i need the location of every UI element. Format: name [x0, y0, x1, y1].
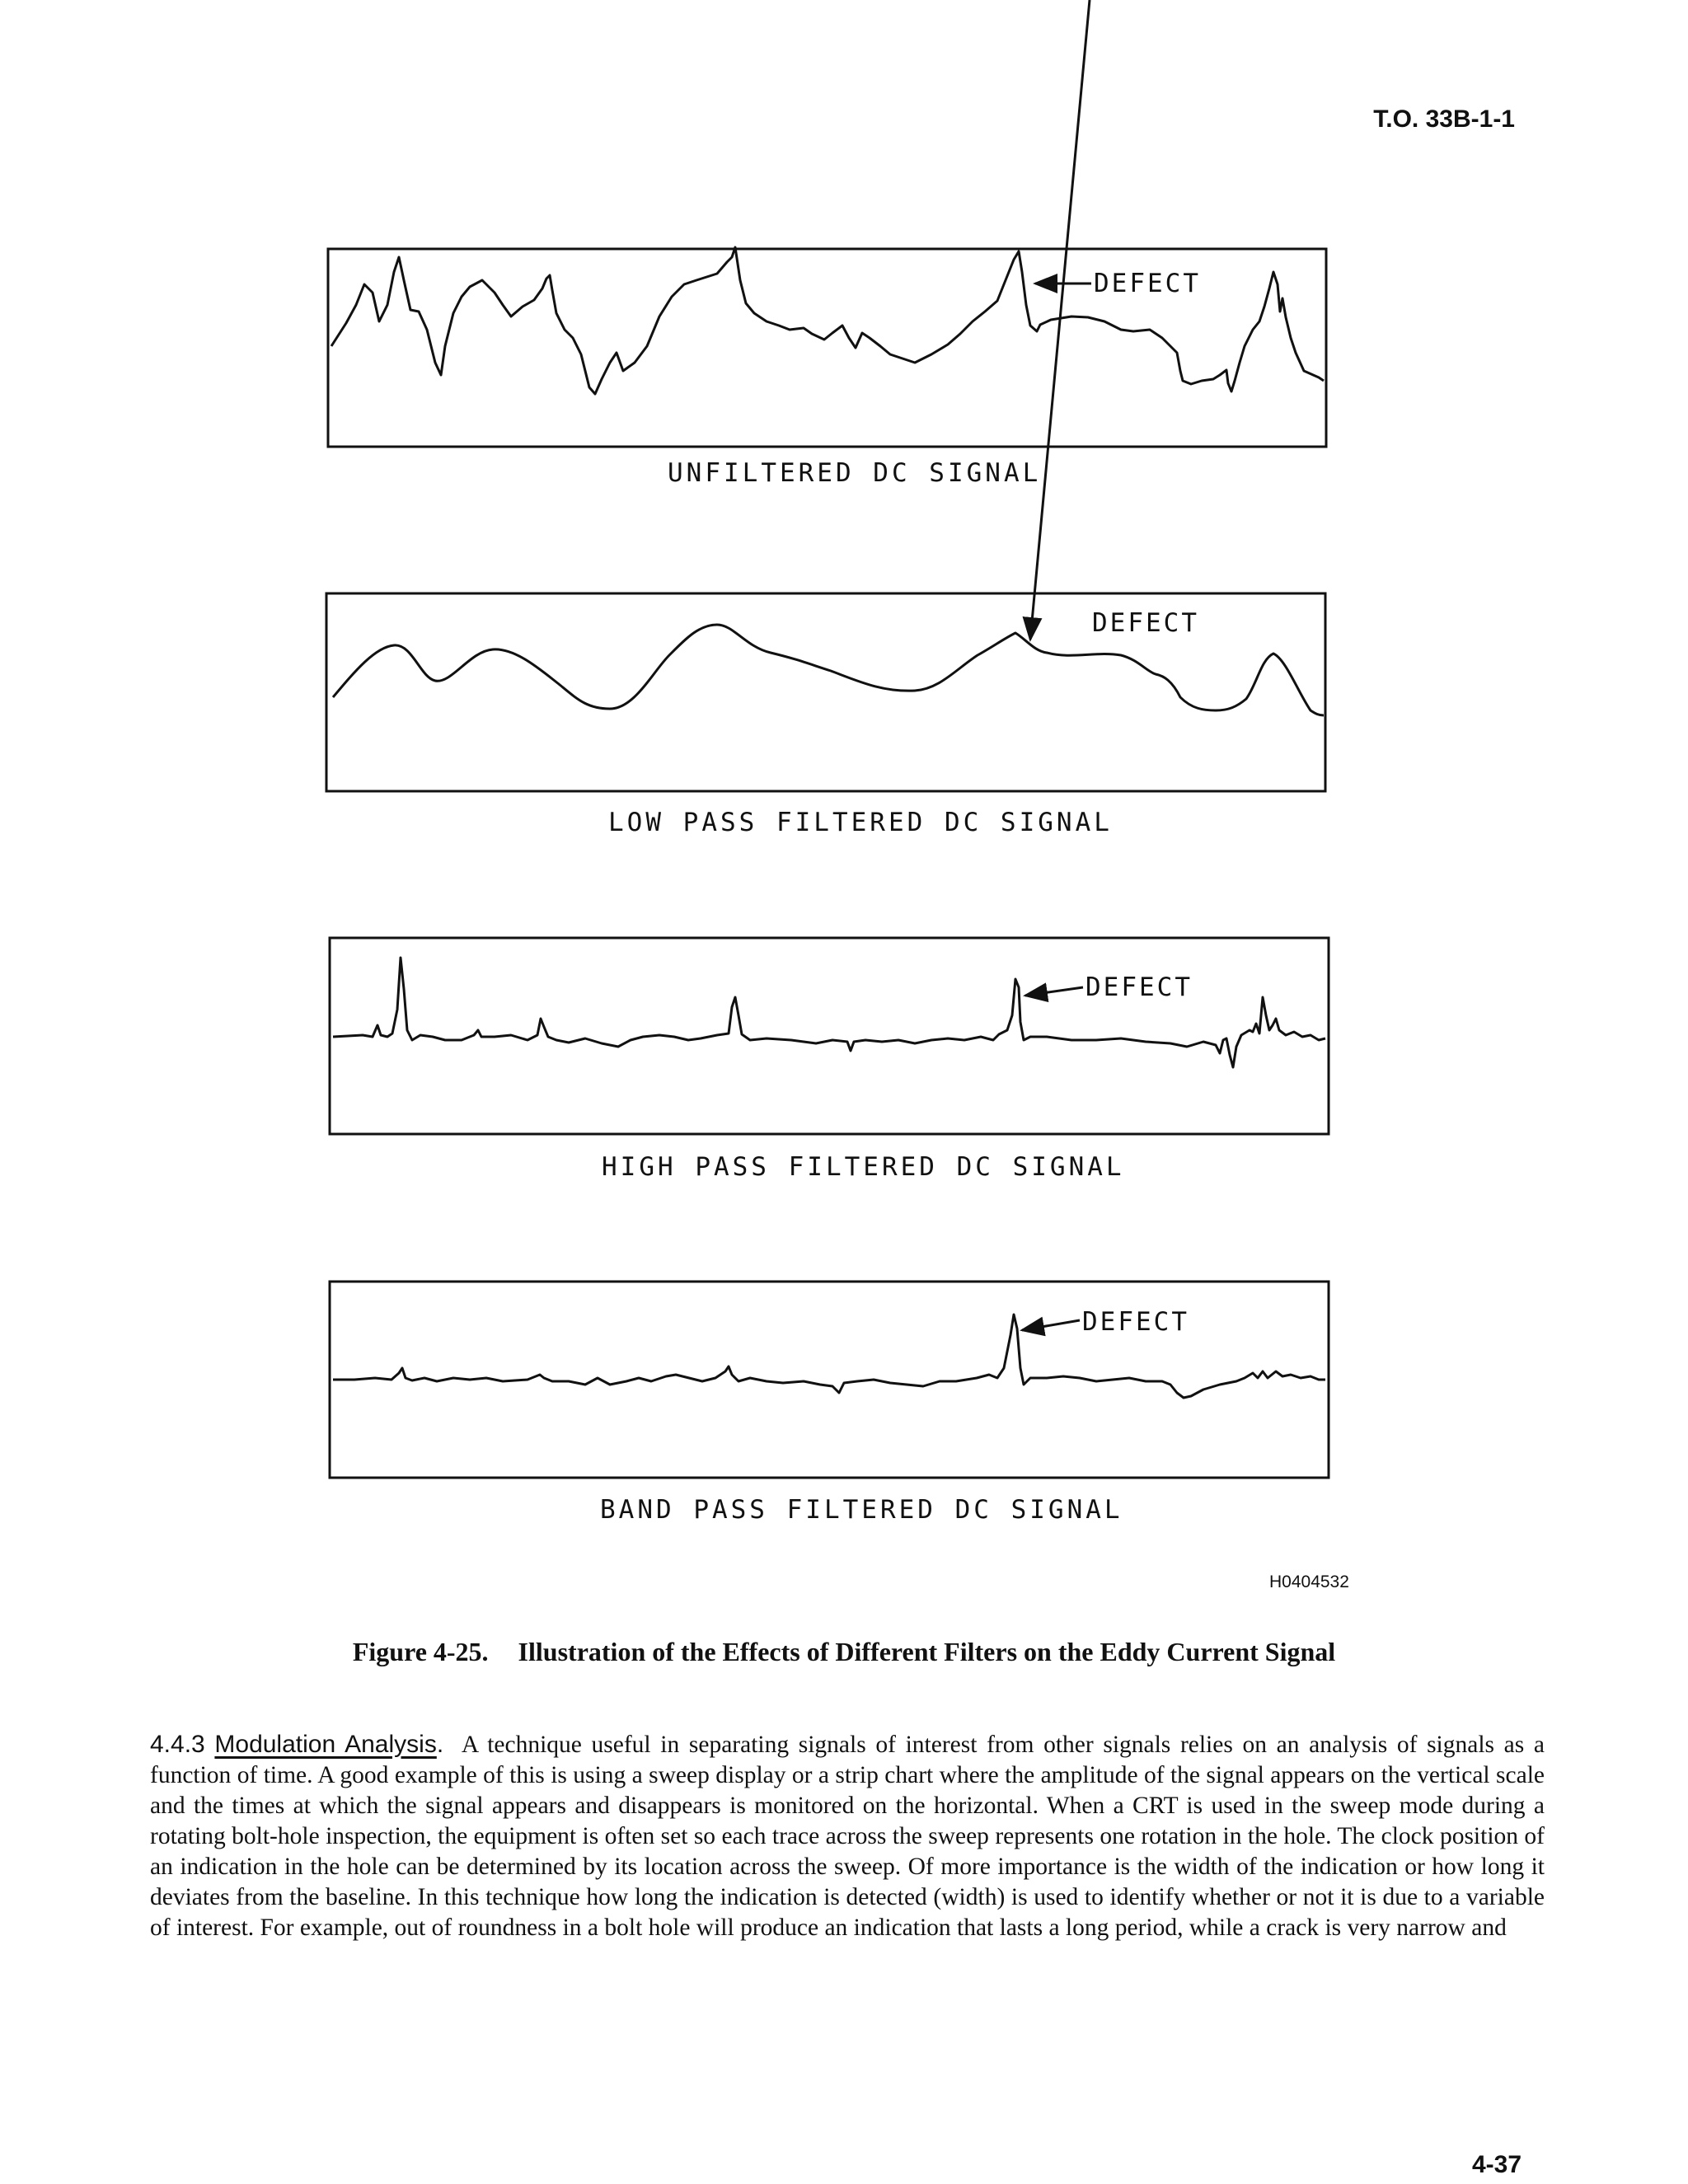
band-pass-defect-label: DEFECT — [1082, 1307, 1189, 1337]
document-id: T.O. 33B-1-1 — [1373, 105, 1515, 133]
high-pass-caption: HIGH PASS FILTERED DC SIGNAL — [602, 1152, 1125, 1182]
band-pass-caption: BAND PASS FILTERED DC SIGNAL — [600, 1495, 1123, 1525]
band-pass-defect-arrow — [1022, 1320, 1080, 1330]
high-pass-plot-frame — [330, 938, 1329, 1134]
high-pass-defect-arrow — [1025, 987, 1083, 996]
band-pass-signal-panel — [330, 1282, 1329, 1478]
figure-title-text: Illustration of the Effects of Different Filters on the Eddy Current Signal — [518, 1637, 1336, 1666]
high-pass-defect-label: DEFECT — [1085, 972, 1193, 1002]
high-pass-signal-panel — [330, 938, 1329, 1134]
unfiltered-defect-label: DEFECT — [1094, 269, 1201, 298]
low-pass-defect-label: DEFECT — [1092, 608, 1199, 638]
figure-number: Figure 4-25. — [352, 1637, 489, 1666]
low-pass-signal-trace — [333, 625, 1324, 715]
section-text: A technique useful in separating signals of interest from other signals relies on an analysis of signals as a function of time. A good example of this is using a sweep display or a strip chart where the amplitude of the signal appears on the vertical scale and the times at which the signal appears and disappears is monitored on the horizontal. When a CRT is used in the sweep mode during a rotating bolt-hole inspection, the equipment is often set so each trace across the sweep represents one rotation in the hole. The clock position of an indication in the hole can be determined by its location across the sweep. Of more importance is the width of the indication or how long it deviates from the baseline. In this technique how long the indication is detected (width) is used to identify whether or not it is due to a variable of interest. For example, out of roundness in a bolt hole will produce an indication that lasts a long period, while a crack is very narrow and — [150, 1732, 1545, 1941]
low-pass-caption: LOW PASS FILTERED DC SIGNAL — [608, 808, 1113, 837]
unfiltered-caption: UNFILTERED DC SIGNAL — [668, 458, 1042, 488]
page-number: 4-37 — [1471, 2151, 1522, 2178]
section-paragraph: 4.4.3 Modulation Analysis. A technique useful in separating signals of interest from other signals relies on an analysis of signals as a function of time. A good example of this is using a sweep display or a strip chart where the amplitude of the signal appears on the vertical scale and the times at which the signal appears and disappears is monitored on the horizontal. When a CRT is used in the sweep mode during a rotating bolt-hole inspection, the equipment is often set so each trace across the sweep represents one rotation in the hole. The clock position of an indication in the hole can be determined by its location across the sweep. Of more importance is the width of the indication or how long it deviates from the baseline. In this technique how long the indication is detected (width) is used to identify whether or not it is due to a variable of interest. For example, out of roundness in a bolt hole will produce an indication that lasts a long period, while a crack is very narrow and — [150, 1731, 1545, 1941]
low-pass-signal-panel — [326, 0, 1325, 791]
unfiltered-signal-panel — [328, 247, 1326, 447]
low-pass-defect-arrow — [1030, 0, 1090, 640]
figure-id: H0404532 — [1269, 1572, 1349, 1591]
section-title: Modulation Analysis — [214, 1731, 437, 1758]
section-number: 4.4.3 — [150, 1731, 205, 1758]
figure-title — [0, 1637, 1688, 1667]
